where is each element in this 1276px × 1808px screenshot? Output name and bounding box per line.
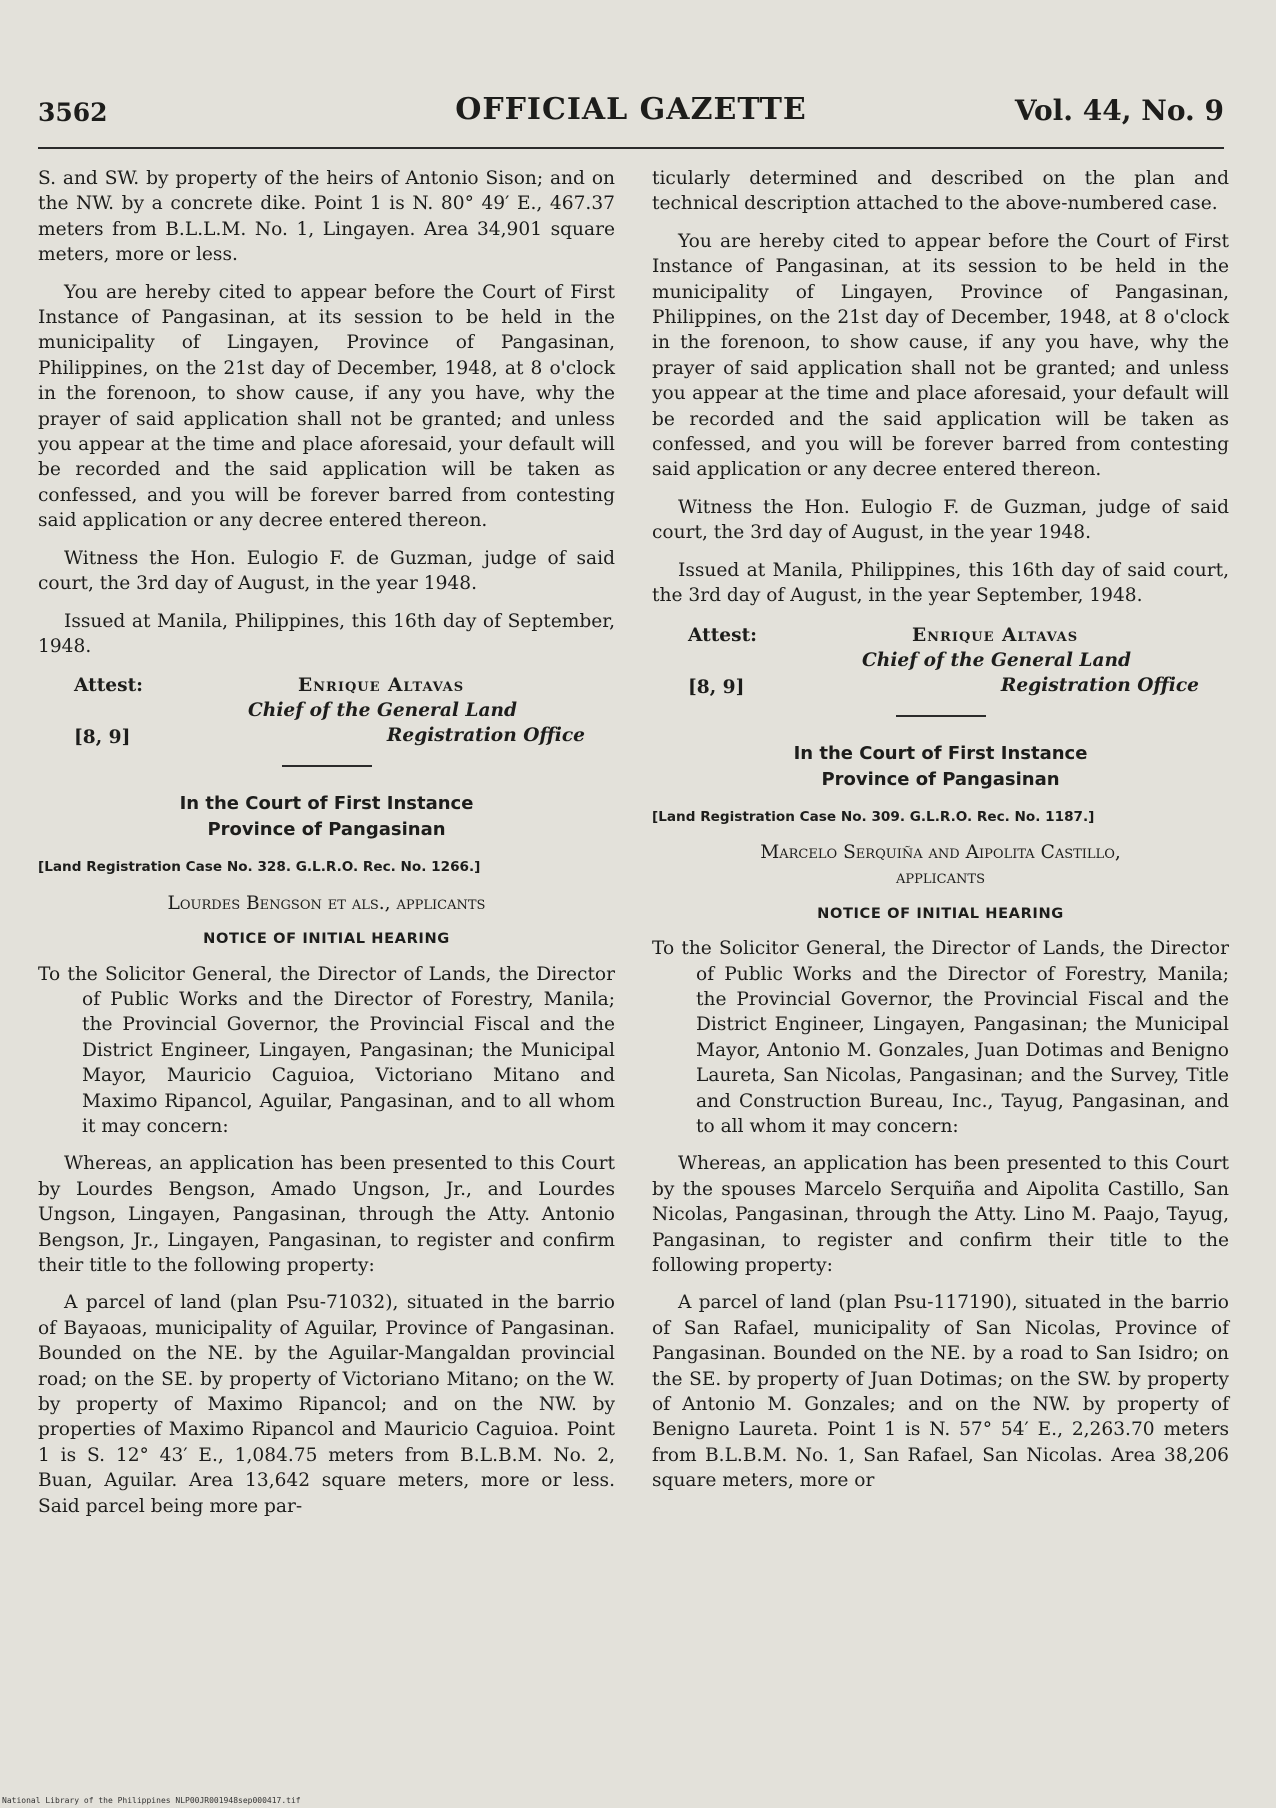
paragraph: S. and SW. by property of the heirs of Antonio Sison; and on the NW. by a concrete dike. Point 1 is N. 80° 49′ E., 467.37 meters from B.L.L.M. No. 1, Lingayen. Area 34,901 square meters, more or less.: [38, 168, 615, 266]
paragraph: You are hereby cited to appear before the Court of First Instance of Pangasinan, at its session to be held in the municipality of Lingayen, Province of Pangasinan, Philippines, on the 21st day of December, 1948, at 8 o'clock in the forenoon, to show cause, if any you have, why the prayer of said application shall not be granted; and unless you appear at the time and place aforesaid, your default will be recorded and the said application will be taken as confessed, and you will be forever barred from contesting said application or any decree entered thereon.: [652, 230, 1229, 481]
notice-heading: NOTICE OF INITIAL HEARING: [203, 930, 450, 948]
paragraph: ticularly determined and described on the plan and technical description attached to the above-numbered case.: [652, 168, 1229, 215]
paragraph: A parcel of land (plan Psu-71032), situated in the barrio of Bayaoas, municipality of Aguilar, Province of Pangasinan. Bounded on the NE. by the Aguilar-Mangaldan provincial road; on the SE. by property of Victoriano Mitano; on the W. by property of Maximo Ripancol; and on the NW. by properties of Maximo Ripancol and Mauricio Caguioa. Point 1 is S. 12° 43′ E., 1,084.75 meters from B.L.B.M. No. 2, Buan, Aguilar. Area 13,642 square meters, more or less. Said parcel being more par-: [38, 1292, 615, 1517]
attest-block: [652, 623, 1229, 703]
signatory-title: Chief of the General Land: [862, 649, 1132, 671]
scan-footer: National Library of the Philippines NLP00JR001948sep000417.tif: [2, 1796, 301, 1805]
signatory-office: Registration Office: [1000, 674, 1199, 696]
attest-label: Attest:: [74, 675, 144, 697]
right-column: [652, 166, 1229, 1506]
volume-label: Vol. 44, No. 9: [1014, 94, 1224, 127]
paragraph: Whereas, an application has been presented to this Court by the spouses Marcelo Serquiña and Aipolita Castillo, San Nicolas, Pangasinan, through the Atty. Lino M. Paajo, Tayug, Pangasinan, to register and confirm their title to the following property:: [652, 1153, 1229, 1276]
paragraph: Issued at Manila, Philippines, this 16th day of said court, the 3rd day of August, in the year September, 1948.: [652, 559, 1229, 607]
addressees: To the Solicitor General, the Director of Lands, the Director of Public Works and the Director of Forestry, Manila; the Provincial Governor, the Provincial Fiscal and the District Engineer, Lingayen, Pangasinan; the Municipal Mayor, Mauricio Caguioa, Victoriano Mitano and Maximo Ripancol, Aguilar, Pangasinan, and to all whom it may concern:: [38, 963, 615, 1137]
paragraph: Issued at Manila, Philippines, this 16th day of September, 1948.: [38, 610, 615, 657]
case-number: [Land Registration Case No. 309. G.L.R.O. Rec. No. 1187.]: [652, 808, 1095, 825]
signatory-title: Chief of the General Land: [248, 700, 518, 722]
court-heading: [38, 791, 615, 843]
paragraph: Witness the Hon. Eulogio F. de Guzman, judge of said court, the 3rd day of August, in the year 1948.: [652, 496, 1229, 544]
section-divider: [896, 715, 986, 717]
court-line: Province of Pangasinan: [207, 819, 446, 841]
attest-block: [38, 673, 615, 753]
header-rule: [38, 147, 1224, 149]
page-header: [38, 92, 1224, 138]
left-column: [38, 166, 615, 1531]
paragraph: Whereas, an application has been presented to this Court by Lourdes Bengson, Amado Ungson, Jr., and Lourdes Ungson, Lingayen, Pangasinan, through the Atty. Antonio Bengson, Jr., Lingayen, Pangasinan, to register and confirm their title to the following property:: [38, 1153, 615, 1276]
paragraph: You are hereby cited to appear before the Court of First Instance of Pangasinan, at its session to be held in the municipality of Lingayen, Province of Pangasinan, Philippines, on the 21st day of December, 1948, at 8 o'clock in the forenoon, to show cause, if any you have, why the prayer of said application shall not be granted; and unless you appear at the time and place aforesaid, your default will be recorded and the said application will be taken as confessed, and you will be forever barred from contesting said application or any decree entered thereon.: [38, 281, 615, 532]
paragraph: A parcel of land (plan Psu-117190), situated in the barrio of San Rafael, municipality of San Nicolas, Province of Pangasinan. Bounded on the NE. by a road to San Isidro; on the SE. by property of Juan Dotimas; on the SW. by property of Antonio M. Gonzales; and on the NW. by property of Benigno Laureta. Point 1 is N. 57° 54′ E., 2,263.70 meters from B.L.B.M. No. 1, San Rafael, San Nicolas. Area 38,206 square meters, more or: [652, 1292, 1229, 1492]
case-number: [Land Registration Case No. 328. G.L.R.O. Rec. No. 1266.]: [38, 859, 481, 876]
applicants-names: Marcelo Serquiña and Aipolita Castillo,: [760, 841, 1121, 863]
court-line: Province of Pangasinan: [821, 768, 1060, 790]
applicants-label: applicants: [896, 867, 985, 889]
applicants: [652, 840, 1229, 891]
page-number: 3562: [38, 98, 108, 127]
applicants: Lourdes Bengson et als., applicants: [167, 892, 486, 914]
notice-heading: NOTICE OF INITIAL HEARING: [817, 904, 1064, 922]
paragraph: Witness the Hon. Eulogio F. de Guzman, judge of said court, the 3rd day of August, in the year 1948.: [38, 547, 615, 595]
signatory-name: Enrique Altavas: [298, 675, 465, 697]
gazette-title: OFFICIAL GAZETTE: [455, 92, 807, 127]
signatory-office: Registration Office: [386, 725, 585, 747]
section-divider: [282, 765, 372, 767]
court-heading: [652, 741, 1229, 793]
court-line: In the Court of First Instance: [793, 742, 1088, 764]
signatory-name: Enrique Altavas: [912, 624, 1079, 646]
issue-number: [8, 9]: [688, 676, 745, 698]
court-line: In the Court of First Instance: [179, 793, 474, 815]
addressees: To the Solicitor General, the Director of Lands, the Director of Public Works and the Director of Forestry, Manila; the Provincial Governor, the Provincial Fiscal and the District Engineer, Lingayen, Pangasinan; the Municipal Mayor, Antonio M. Gonzales, Juan Dotimas and Benigno Laureta, San Nicolas, Pangasinan; and the Survey, Title and Construction Bureau, Inc., Tayug, Pangasinan, and to all whom it may concern:: [652, 938, 1229, 1137]
issue-number: [8, 9]: [74, 727, 131, 749]
attest-label: Attest:: [688, 624, 758, 646]
